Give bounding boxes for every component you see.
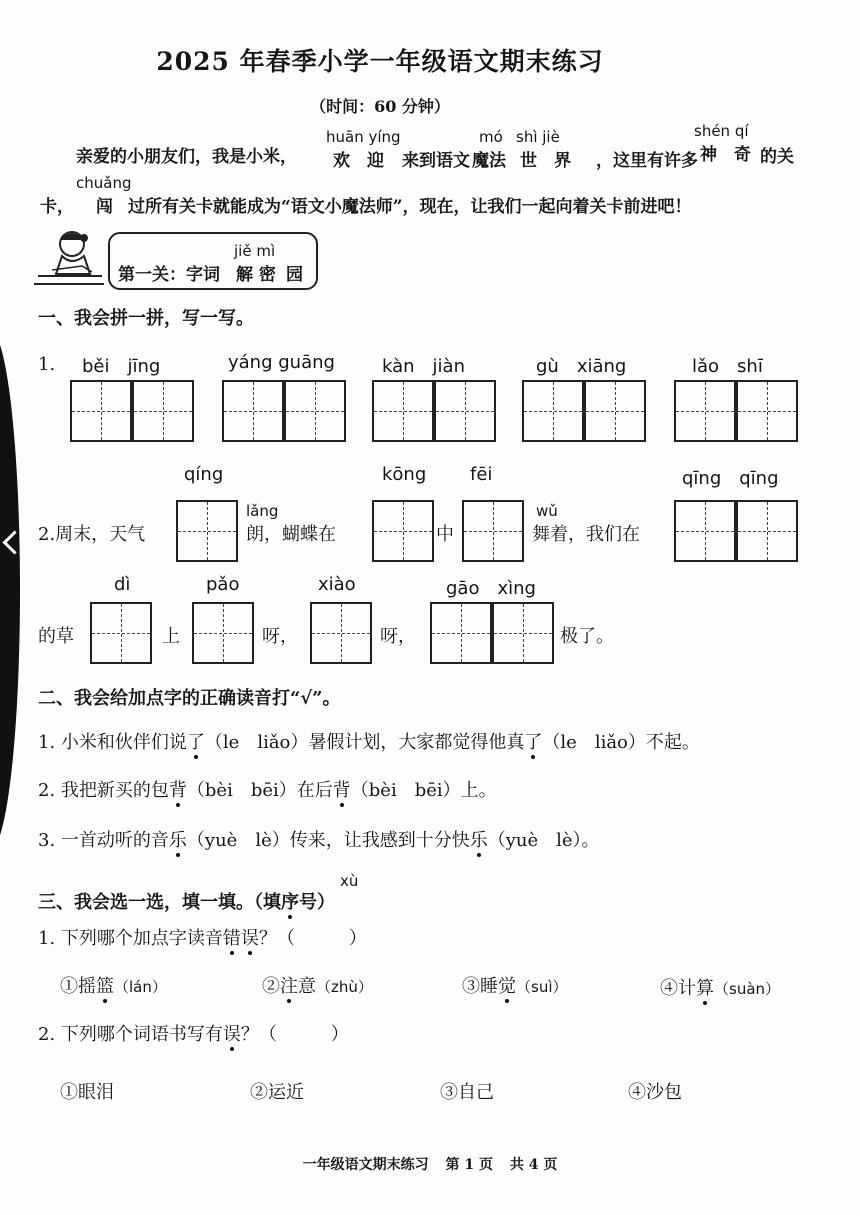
write-cell[interactable]: [372, 500, 434, 562]
q1-pinyin-2: yáng guāng: [228, 352, 335, 373]
section-3-heading: 三、我会选一选，填一填。（填序号）: [38, 892, 335, 913]
write-cell[interactable]: [674, 500, 736, 562]
write-cell[interactable]: [192, 602, 254, 664]
q2-text-ya1: 呀，: [262, 626, 298, 647]
q1-pinyin-1: běi jīng: [82, 356, 161, 377]
s2-item: 2. 我把新买的包背（bèi bēi）在后背（bèi bēi）上。: [38, 780, 497, 801]
s2-item: 3. 一首动听的音乐（yuè lè）传来，让我感到十分快乐（yuè lè）。: [38, 830, 600, 851]
pinyin-xiao: xiào: [318, 574, 356, 595]
q1-pinyin-4: gù xiāng: [536, 356, 627, 377]
intro-word-shijie: 世 界: [520, 151, 571, 171]
write-cell[interactable]: [434, 380, 496, 442]
badge-word: 解 密: [236, 265, 276, 285]
write-cell[interactable]: [584, 380, 646, 442]
intro-word-shenqi: 神 奇: [700, 145, 751, 165]
pinyin-di: dì: [114, 574, 131, 595]
pinyin-mo: mó: [479, 128, 503, 146]
s3-q2-option[interactable]: ④沙包: [628, 1082, 682, 1103]
q2-start: 2.周末，天气: [38, 524, 146, 545]
intro-line2-rest: 过所有关卡就能成为“语文小魔法师”，现在，让我们一起向着关卡前进吧！: [128, 197, 692, 217]
write-cell[interactable]: [132, 380, 194, 442]
pinyin-chuang: chuǎng: [76, 174, 132, 192]
s3-q1-option[interactable]: ②注意（zhù）: [262, 976, 373, 997]
pinyin-shenqi: shén qí: [694, 122, 749, 140]
intro-part4: 的关: [760, 147, 794, 167]
s3-q2-option[interactable]: ①眼泪: [60, 1082, 114, 1103]
pinyin-pao: pǎo: [206, 574, 240, 595]
pinyin-xu: xù: [340, 872, 359, 890]
intro-word-chuang: 闯: [96, 197, 113, 217]
pinyin-huanying: huān yíng: [326, 128, 401, 146]
s3-q2: 2. 下列哪个词语书写有误？（ ）: [38, 1024, 349, 1045]
s3-q1-option[interactable]: ④计算（suàn）: [660, 978, 781, 999]
q1-pinyin-3: kàn jiàn: [382, 356, 465, 377]
time-limit: （时间：60 分钟）: [310, 97, 450, 116]
footer-page: 第 1 页: [445, 1157, 493, 1173]
q2-text-de: 的草: [38, 626, 74, 647]
s3-q1: 1. 下列哪个加点字读音错误？（ ）: [38, 928, 367, 949]
pinyin-shijie: shì jiè: [516, 128, 560, 146]
intro-part1: 亲爱的小朋友们，我是小米，: [76, 147, 297, 167]
s3-q1-option[interactable]: ③睡觉（suì）: [462, 976, 568, 997]
intro-line2-start: 卡，: [40, 197, 74, 217]
intro-part3: ，这里有许多: [596, 151, 698, 171]
s3-q1-option[interactable]: ①摇篮（lán）: [60, 976, 167, 997]
pinyin-gaoxing: gāo xìng: [446, 578, 536, 599]
write-cell[interactable]: [284, 380, 346, 442]
q2-text-lang: 朗，蝴蝶在: [246, 524, 336, 545]
write-cell[interactable]: [462, 500, 524, 562]
write-cell[interactable]: [310, 602, 372, 664]
write-cell[interactable]: [736, 380, 798, 442]
q1-number: 1.: [38, 354, 56, 375]
q2-text-wu: 舞着，我们在: [532, 524, 640, 545]
intro-part2: 来到语文: [402, 151, 470, 171]
section-1-heading: 一、我会拼一拼，写一写。: [38, 308, 254, 329]
page-footer: [0, 1154, 860, 1174]
write-cell[interactable]: [70, 380, 132, 442]
write-cell[interactable]: [430, 602, 492, 664]
intro-word-huanying: 欢 迎: [333, 151, 384, 171]
side-nav-panel: [0, 330, 20, 850]
write-cell[interactable]: [222, 380, 284, 442]
pinyin-lang: lǎng: [246, 502, 279, 520]
q2-text-shang: 上: [162, 626, 180, 647]
write-cell[interactable]: [492, 602, 554, 664]
pinyin-qingqing: qīng qīng: [682, 468, 779, 489]
footer-title: 一年级语文期末练习: [302, 1157, 429, 1173]
write-cell[interactable]: [674, 380, 736, 442]
s3-q2-option[interactable]: ②运近: [250, 1082, 304, 1103]
pinyin-fei: fēi: [470, 464, 493, 485]
write-cell[interactable]: [372, 380, 434, 442]
write-cell[interactable]: [176, 500, 238, 562]
q2-text-zhong: 中: [436, 524, 454, 545]
q1-pinyin-5: lǎo shī: [692, 356, 763, 377]
reading-girl-icon: [32, 226, 108, 292]
badge-pinyin: jiě mì: [234, 242, 276, 260]
write-cell[interactable]: [736, 500, 798, 562]
s3-q2-option[interactable]: ③自己: [440, 1082, 494, 1103]
intro-word-mofa: 魔法: [472, 151, 506, 171]
pinyin-qing: qíng: [184, 464, 224, 485]
badge-end: 园: [286, 265, 303, 285]
pinyin-wu: wǔ: [536, 502, 558, 520]
footer-total: 共 4 页: [509, 1157, 558, 1173]
badge-label: 第一关：字词: [118, 265, 220, 285]
q2-text-ya2: 呀，: [380, 626, 416, 647]
page-title: 2025 年春季小学一年级语文期末练习: [156, 47, 604, 76]
section-2-heading: 二、我会给加点字的正确读音打“√”。: [38, 688, 341, 709]
write-cell[interactable]: [522, 380, 584, 442]
write-cell[interactable]: [90, 602, 152, 664]
s2-item: 1. 小米和伙伴们说了（le liǎo）暑假计划，大家都觉得他真了（le liǎo）不起。: [38, 732, 700, 753]
q2-text-jile: 极了。: [560, 626, 614, 647]
pinyin-kong: kōng: [382, 464, 427, 485]
